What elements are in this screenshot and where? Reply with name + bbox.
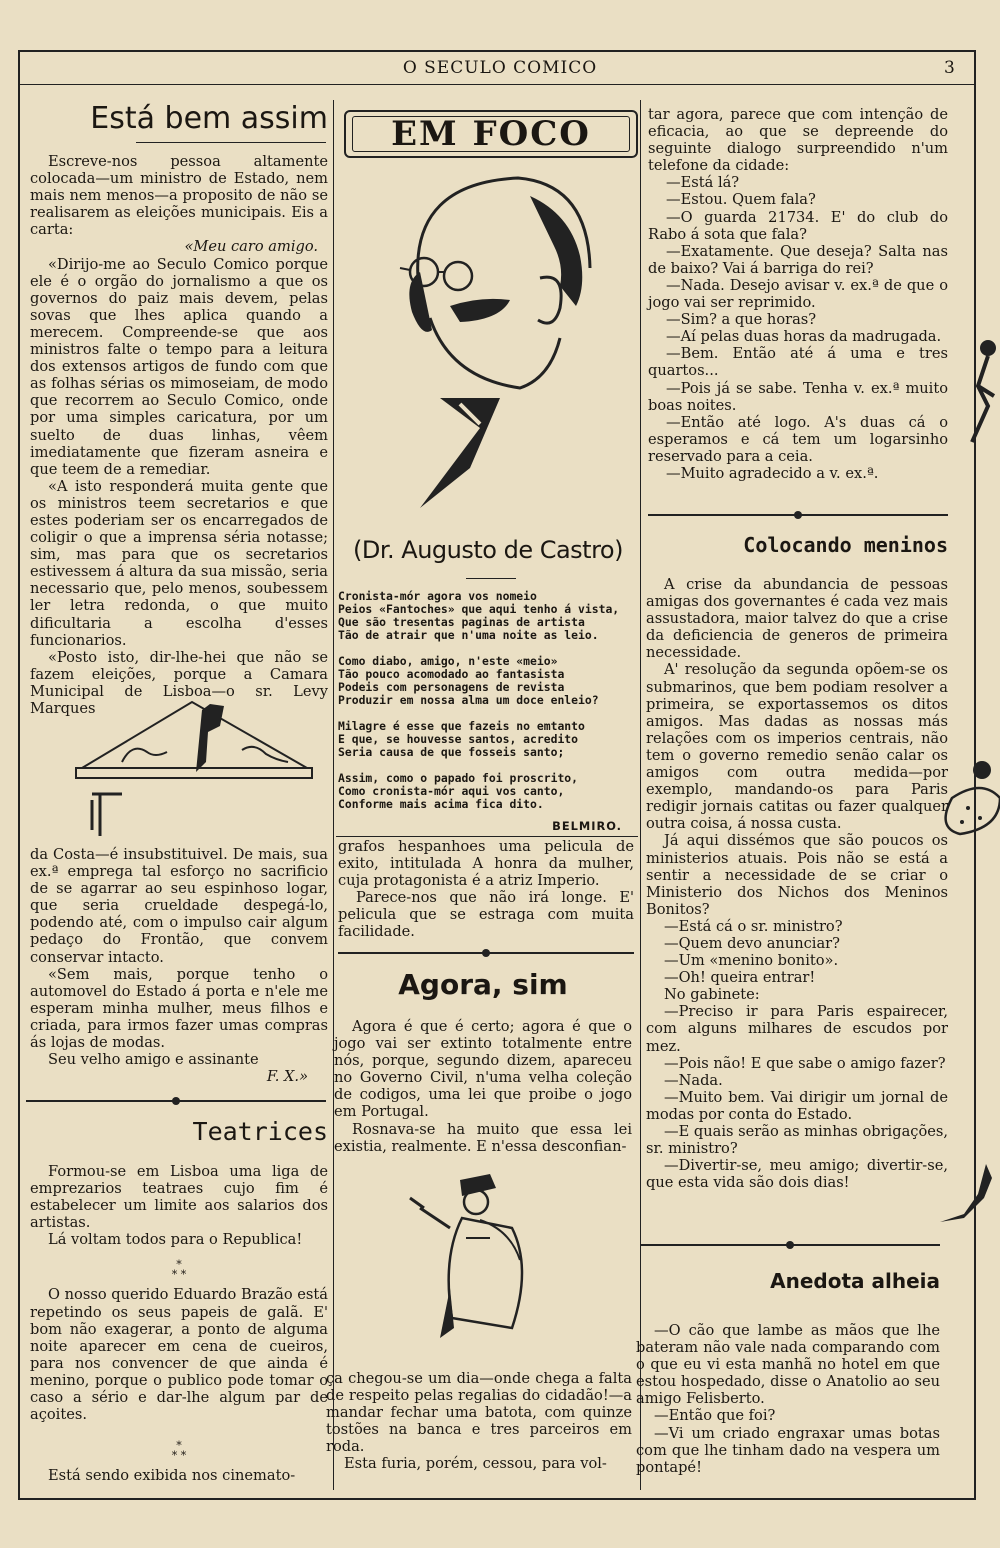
margin-figure-top bbox=[958, 336, 1000, 446]
dialog-line: —Então até logo. A's duas cá o esperamos e cá tem um logarsinho reservado para a ceia. bbox=[648, 413, 948, 465]
section-title-em-foco: EM FOCO bbox=[391, 114, 591, 154]
dialog-line: —Exatamente. Que deseja? Salta nas de baixo? Vai á barriga do rei? bbox=[648, 242, 948, 277]
section-title-anedota-alheia: Anedota alheia bbox=[770, 1269, 940, 1293]
dialog-line: —Aí pelas duas horas da madrugada. bbox=[666, 328, 942, 346]
dialog-line: —O guarda 21734. E' do club do Rabo á sota que fala? bbox=[648, 208, 948, 243]
stars-divider: * * * bbox=[171, 1439, 187, 1463]
paragraph: «Posto isto, dir-lhe-hei que não se fazem eleições, porque a Camara Municipal de Lisboa—o sr. Levy Marques bbox=[30, 648, 328, 717]
dialog-line: —Vi um criado engraxar umas botas com que lhe tinham dado na vespera um pontapé! bbox=[636, 1424, 940, 1476]
caricature-portrait bbox=[380, 168, 610, 518]
dialog-line: —Um «menino bonito». bbox=[664, 952, 839, 970]
portrait-caption: (Dr. Augusto de Castro) bbox=[353, 536, 623, 564]
em-foco-box bbox=[344, 110, 638, 158]
margin-figure-bottom bbox=[938, 1158, 1000, 1228]
dialog-line: —Está lá? bbox=[666, 174, 740, 192]
paragraph: Agora é que é certo; agora é que o jogo vai ser extinto totalmente entre nós, porque, segundo dizem, apareceu no Governo Civil, n'uma velha coleção de codigos, uma lei que proibe o jogo em Portugal. bbox=[334, 1018, 632, 1121]
colocando-meninos-section bbox=[646, 530, 948, 1191]
dialog-line: —Está cá o sr. ministro? bbox=[664, 917, 843, 935]
dialog-line: No gabinete: bbox=[664, 986, 760, 1004]
dialog-line: —Preciso ir para Paris espairecer, com alguns milhares de escudos por mez. bbox=[646, 1003, 948, 1055]
page-number: 3 bbox=[944, 58, 955, 78]
agora-sim-section bbox=[334, 966, 632, 1155]
column-rule-left bbox=[333, 100, 334, 1490]
dialog-line: —Nada. Desejo avisar v. ex.ª de que o jogo vai ser reprimido. bbox=[648, 276, 948, 312]
signature: F. X.» bbox=[266, 1068, 308, 1086]
section-title-teatrices: Teatrices bbox=[192, 1117, 328, 1146]
section-separator bbox=[338, 950, 634, 956]
paragraph: Está sendo exibida nos cinemato- bbox=[48, 1467, 296, 1485]
paragraph: grafos hespanhoes uma pelicula de exito, intitulada A honra da mulher, cuja protagonista é a atriz Imperio. bbox=[338, 838, 634, 890]
section-separator bbox=[26, 1098, 326, 1104]
paragraph: Já aqui dissémos que são poucos os ministerios atuais. Pois não se está a sentir a necessidade de se criar o Ministerio dos Nichos dos Meninos Bonitos? bbox=[646, 832, 948, 918]
dialog-line: —Quem devo anunciar? bbox=[664, 934, 840, 952]
paragraph: Esta furia, porém, cessou, para vol- bbox=[344, 1455, 607, 1473]
poem-author: BELMIRO. bbox=[552, 819, 622, 833]
margin-figure-middle bbox=[932, 758, 1000, 838]
article-title-esta-bem-assim: Está bem assim bbox=[90, 101, 328, 136]
dialog-line: —E quais serão as minhas obrigações, sr. ministro? bbox=[646, 1123, 948, 1158]
salutation: «Meu caro amigo. bbox=[184, 238, 318, 256]
header-rule bbox=[18, 84, 974, 85]
dialog-line: —Estou. Quem fala? bbox=[666, 191, 816, 209]
paragraph: «A isto responderá muita gente que os ministros teem secretarios e que estes poderiam ser os encarregados de coligir o que a imprensa séria notasse; sim, mas para que os secretarios estivessem á altura da sua missão, seria necessario que, pelo menos, soubessem ler letra redonda, o que muito dificultaria a escolha d'esses funcionarios. bbox=[30, 477, 328, 649]
dialog-line: —Oh! queira entrar! bbox=[664, 969, 816, 987]
paragraph: A crise da abundancia de pessoas amigas dos governantes é cada vez mais assustadora, maior talvez do que a crise da deficiencia de generos de primeira necessidade. bbox=[646, 576, 948, 662]
dialog-line: —Muito agradecido a v. ex.ª. bbox=[666, 464, 879, 482]
paragraph: «Sem mais, porque tenho o automovel do Estado á porta e n'ele me esperam minha mulher, meus filhos e criada, para irmos fazer umas compras ás lojas de modas. bbox=[30, 965, 328, 1052]
running-title: O SECULO COMICO bbox=[402, 58, 598, 78]
paragraph: A' resolução da segunda opõem-se os submarinos, que bem podiam resolver a primeira, se exportassemos os ditos amigos. Mas dadas as nossas más relações com os imperios centrais, não tem o governo remedio senão calar os amigos com outra medida—por exemplo, mandando-os para Paris redigir jornais catitas ou fazer qualquer outra coisa, á nossa custa. bbox=[646, 661, 948, 833]
caption-rule bbox=[466, 578, 516, 579]
paragraph: ça chegou-se um dia—onde chega a falta de respeito pelas regalias do cidadão!—a mandar fechar uma batota, com quinze tostões na banca e tres parceiros em roda. bbox=[326, 1370, 632, 1456]
paragraph: —O cão que lambe as mãos que lhe bateram não vale nada comparando com o que eu vi esta manhã no hotel em que estou hospedado, disse o Anatolio ao seu amigo Felisberto. bbox=[636, 1322, 940, 1408]
column-3 bbox=[648, 106, 948, 482]
stanza: Cronista-mór agora vos nomeio Peios «Fantoches» que aqui tenho á vista, Que são tresentas paginas de artista Tão de atrair que n'uma noite as leio. bbox=[338, 589, 620, 642]
stanza: Milagre é esse que fazeis no emtanto E que, se houvesse santos, acredito Seria causa de que fosseis santo; bbox=[338, 719, 585, 759]
section-title-colocando-meninos: Colocando meninos bbox=[743, 533, 948, 557]
paragraph: tar agora, parece que com intenção de eficacia, ao que se depreende do seguinte dialogo surpreendido n'um telefone da cidade: bbox=[648, 106, 948, 175]
paragraph: «Dirijo-me ao Seculo Comico porque ele é o orgão do jornalismo a que os governos do paiz mais devem, pelas sovas que lhes aplica quando a merecem. Compreende-se que aos ministros falte o tempo para a leitura dos extensos artigos de fundo com que as folhas sérias os mimoseiam, de modo que recorrem ao Seculo Comico, onde por uma simples caricatura, por um suelto de duas linhas, vêem imediatamente que fizeram asneira e que teem de a remediar. bbox=[30, 255, 328, 478]
section-separator bbox=[648, 512, 948, 518]
paragraph: da Costa—é insubstituivel. De mais, sua ex.ª emprega tal esforço no sacrificio de se agarrar ao seu espinhoso logar, que seria crueldade despegá-lo, podendo até, com o impulso cair algum pedaço do Frontão, que convem conservar intacto. bbox=[30, 846, 328, 966]
paragraph: Lá voltam todos para o Republica! bbox=[48, 1231, 303, 1249]
paragraph: Seu velho amigo e assinante bbox=[48, 1051, 259, 1069]
dialog-line: —Divertir-se, meu amigo; divertir-se, que esta vida são dois dias! bbox=[646, 1157, 948, 1192]
dialog-line: —Pois já se sabe. Tenha v. ex.ª muito boas noites. bbox=[648, 379, 948, 414]
paragraph: Parece-nos que não irá longe. E' pelicula que se estraga com muita facilidade. bbox=[338, 889, 634, 941]
title-underline bbox=[136, 142, 326, 143]
anedota-alheia-section bbox=[636, 1266, 940, 1476]
paragraph: Formou-se em Lisboa uma liga de emprezarios teatraes cujo fim é estabelecer um limite aos salarios dos artistas. bbox=[30, 1163, 328, 1232]
paragraph: Rosnava-se ha muito que essa lei existia, realmente. E n'essa desconfian- bbox=[334, 1120, 632, 1155]
poem-rule bbox=[336, 836, 638, 837]
policeman-illustration bbox=[400, 1168, 560, 1348]
dialog-line: —Pois não! E que sabe o amigo fazer? bbox=[664, 1054, 946, 1072]
column-1-continued bbox=[30, 846, 328, 1085]
paragraph: Escreve-nos pessoa altamente colocada—um ministro de Estado, nem mais nem menos—a proposito de não se realisarem as eleições municipais. Eis a carta: bbox=[30, 153, 328, 239]
section-title-agora-sim: Agora, sim bbox=[398, 968, 568, 1001]
teatrices-section bbox=[30, 1117, 328, 1484]
column-2-continued bbox=[338, 838, 634, 941]
column-2-bottom bbox=[326, 1370, 632, 1473]
dialog-line: —Muito bem. Vai dirigir um jornal de modas por conta do Estado. bbox=[646, 1088, 948, 1123]
dialog-line: —Nada. bbox=[664, 1071, 723, 1089]
dialog-line: —Então que foi? bbox=[654, 1407, 776, 1425]
sonnet bbox=[338, 590, 634, 824]
dialog-line: —Sim? a que horas? bbox=[666, 311, 817, 329]
column-1 bbox=[30, 100, 328, 717]
paragraph: O nosso querido Eduardo Brazão está repetindo os seus papeis de galã. E' bom não exagerar, a ponto de alguma noite aparecer em cena de cueiros, para nos convencer de que ainda é menino, porque o publico pode tomar o caso a sério e dar-lhe algum par de açoites. bbox=[30, 1286, 328, 1424]
stanza: Como diabo, amigo, n'este «meio» Tão pouco acomodado ao fantasista Podeis com personagens de revista Produzir em nossa alma um doce enleio? bbox=[338, 654, 599, 707]
section-separator bbox=[640, 1242, 940, 1248]
pediment-illustration bbox=[62, 690, 322, 840]
dialog-line: —Bem. Então até á uma e tres quartos... bbox=[648, 345, 948, 380]
stanza: Assim, como o papado foi proscrito, Como cronista-mór aqui vos canto, Conforme mais acima fica dito. bbox=[338, 771, 579, 811]
stars-divider: * * * bbox=[171, 1258, 187, 1282]
